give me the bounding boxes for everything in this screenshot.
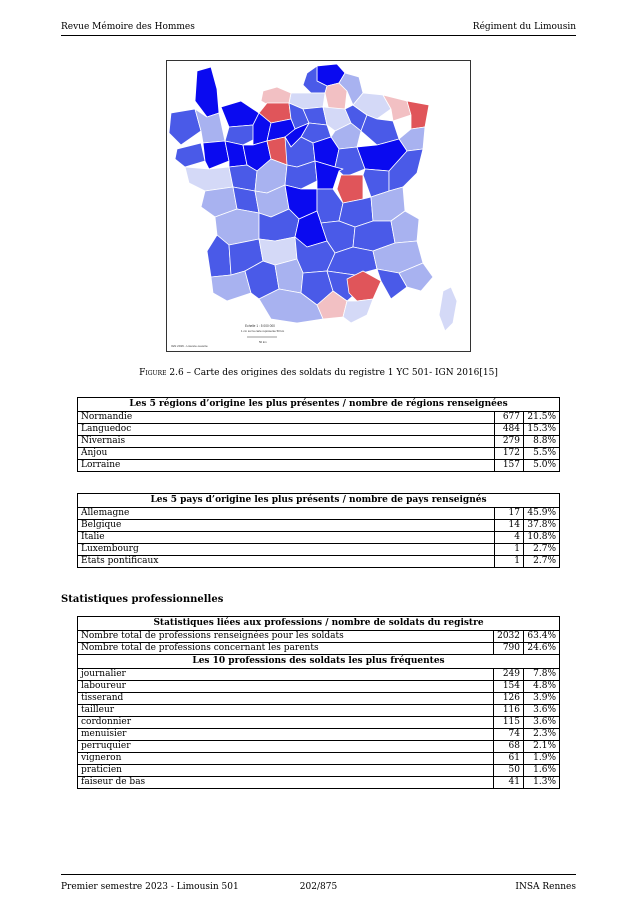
table-cell: Etats pontificaux <box>78 556 495 568</box>
table-row <box>78 508 560 520</box>
table-row <box>78 729 560 741</box>
table-cell: 3.9% <box>524 693 560 705</box>
table-row <box>78 544 560 556</box>
table-row <box>78 681 560 693</box>
table-cell: vigneron <box>78 753 494 765</box>
table-row <box>78 765 560 777</box>
page-footer <box>61 882 576 894</box>
table-cell: tailleur <box>78 705 494 717</box>
table-cell: 14 <box>495 520 524 532</box>
table-cell: Nombre total de professions renseignées pour les soldats <box>78 631 494 643</box>
table-cell: 63.4% <box>524 631 560 643</box>
dept-shape <box>175 143 205 167</box>
table-cell: 24.6% <box>524 643 560 655</box>
table-cell: 2032 <box>494 631 524 643</box>
table-cell: 17 <box>495 508 524 520</box>
map-scale-title: Echelle 1 : 5 000 000 <box>245 324 275 328</box>
page-header <box>61 22 576 34</box>
table-row <box>78 705 560 717</box>
table-row <box>78 460 560 472</box>
table-cell: 126 <box>494 693 524 705</box>
table-cell: 1 <box>495 544 524 556</box>
table-cell: tisserand <box>78 693 494 705</box>
table-cell: 10.8% <box>524 532 560 544</box>
table-cell: journalier <box>78 669 494 681</box>
professions-table <box>77 616 560 789</box>
footer-rule <box>61 874 576 875</box>
dept-shape <box>185 167 233 191</box>
table-cell: 484 <box>495 424 524 436</box>
table-cell: 7.8% <box>524 669 560 681</box>
table-row <box>78 448 560 460</box>
table-cell: 172 <box>495 448 524 460</box>
table-cell: 45.9% <box>524 508 560 520</box>
table-cell: 41 <box>494 777 524 789</box>
professions-top-title: Les 10 professions des soldats les plus fréquentes <box>78 655 560 669</box>
table-row <box>78 643 560 655</box>
professions-table-title: Statistiques liées aux professions / nombre de soldats du registre <box>78 617 560 631</box>
dept-shape <box>275 259 303 293</box>
table-cell: 3.6% <box>524 717 560 729</box>
table-cell: 115 <box>494 717 524 729</box>
table-cell: 1 <box>495 556 524 568</box>
table-cell: Allemagne <box>78 508 495 520</box>
table-row <box>78 717 560 729</box>
header-left: Revue Mémoire des Hommes <box>61 22 195 32</box>
header-rule <box>61 35 576 36</box>
table-cell: 37.8% <box>524 520 560 532</box>
table-cell: 5.5% <box>524 448 560 460</box>
table-row <box>78 556 560 568</box>
footer-right: INSA Rennes <box>515 882 576 892</box>
table-cell: 15.3% <box>524 424 560 436</box>
table-cell: faiseur de bas <box>78 777 494 789</box>
table-cell: 2.7% <box>524 544 560 556</box>
figure-caption <box>0 368 637 378</box>
table-row <box>78 412 560 424</box>
table-cell: 249 <box>494 669 524 681</box>
table-cell: 3.6% <box>524 705 560 717</box>
table-cell: Anjou <box>78 448 495 460</box>
table-cell: Nivernais <box>78 436 495 448</box>
table-cell: 4.8% <box>524 681 560 693</box>
table-cell: 116 <box>494 705 524 717</box>
dept-shape <box>221 101 259 127</box>
map-svg <box>167 61 470 351</box>
table-cell: menuisier <box>78 729 494 741</box>
table-cell: 1.6% <box>524 765 560 777</box>
table-cell: cordonnier <box>78 717 494 729</box>
dept-shape <box>439 287 457 331</box>
table-cell: Languedoc <box>78 424 495 436</box>
page-number: 202/875 <box>299 882 338 892</box>
dept-shape <box>343 299 373 323</box>
table-cell: laboureur <box>78 681 494 693</box>
table-cell: 8.8% <box>524 436 560 448</box>
figure-caption-text: – Carte des origines des soldats du registre 1 YC 501- IGN 2016[15] <box>183 368 498 378</box>
table-row <box>78 520 560 532</box>
table-cell: 2.1% <box>524 741 560 753</box>
table-cell: 154 <box>494 681 524 693</box>
table-cell: 50 <box>494 765 524 777</box>
table-row <box>78 741 560 753</box>
table-cell: 5.0% <box>524 460 560 472</box>
map-scale-length: 50 km <box>259 340 267 344</box>
figure-label: Figure 2.6 <box>139 368 184 378</box>
table-cell: 74 <box>494 729 524 741</box>
footer-left: Premier semestre 2023 - Limousin 501 <box>61 882 239 892</box>
table-row <box>78 693 560 705</box>
table-cell: 157 <box>495 460 524 472</box>
origin-map <box>166 60 471 352</box>
countries-table <box>77 493 560 568</box>
dept-shape <box>203 141 229 169</box>
section-title: Statistiques professionnelles <box>61 594 224 605</box>
table-cell: Lorraine <box>78 460 495 472</box>
table-cell: 1.9% <box>524 753 560 765</box>
table-cell: 68 <box>494 741 524 753</box>
map-scale-sub: 1 cm sur la carte représente 50 km <box>241 329 285 333</box>
countries-table-title: Les 5 pays d’origine les plus présents / nombre de pays renseignés <box>78 494 560 508</box>
table-row <box>78 753 560 765</box>
table-cell: 677 <box>495 412 524 424</box>
table-cell: 4 <box>495 532 524 544</box>
table-cell: Belgique <box>78 520 495 532</box>
map-credit: IGN 2016 - Licence ouverte <box>171 344 208 348</box>
table-cell: 790 <box>494 643 524 655</box>
table-row <box>78 669 560 681</box>
table-cell: praticien <box>78 765 494 777</box>
table-row <box>78 532 560 544</box>
table-cell: Luxembourg <box>78 544 495 556</box>
dept-shape <box>195 67 219 117</box>
table-row <box>78 631 560 643</box>
table-cell: 2.7% <box>524 556 560 568</box>
table-cell: Normandie <box>78 412 495 424</box>
table-cell: 61 <box>494 753 524 765</box>
regions-table <box>77 397 560 472</box>
table-row <box>78 436 560 448</box>
table-cell: 21.5% <box>524 412 560 424</box>
regions-table-title: Les 5 régions d’origine les plus présentes / nombre de régions renseignées <box>78 398 560 412</box>
table-cell: 2.3% <box>524 729 560 741</box>
table-cell: Italie <box>78 532 495 544</box>
table-row <box>78 777 560 789</box>
table-cell: Nombre total de professions concernant les parents <box>78 643 494 655</box>
table-cell: 1.3% <box>524 777 560 789</box>
table-row <box>78 424 560 436</box>
header-right: Régiment du Limousin <box>472 22 576 32</box>
table-cell: 279 <box>495 436 524 448</box>
dept-shape <box>337 175 363 203</box>
table-cell: perruquier <box>78 741 494 753</box>
